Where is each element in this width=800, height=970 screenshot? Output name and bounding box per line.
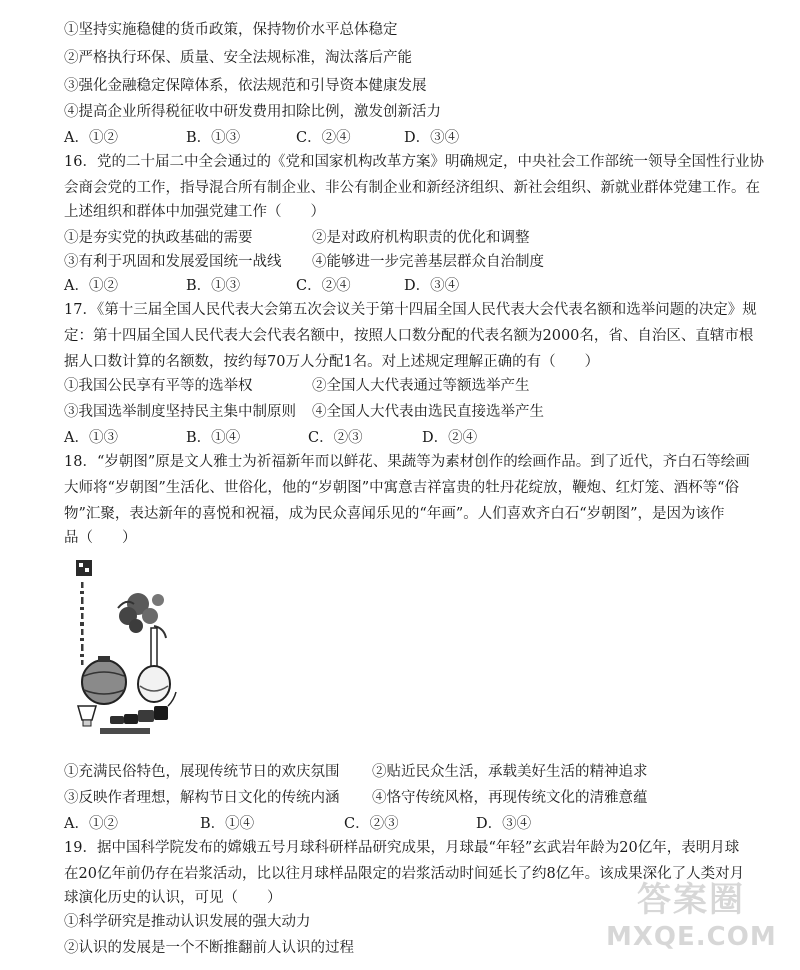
q18-statement-4: ④恪守传统风格，再现传统文化的清雅意蕴 — [372, 790, 648, 806]
q15-statement-1: ①坚持实施稳健的货币政策，保持物价水平总体稳定 — [64, 22, 398, 38]
q18-options — [64, 814, 724, 834]
q17-stem-line-2: 定：第十四届全国人民代表大会代表名额中，按照人口数分配的代表名额为2000名，省、自治区、直辖市根 — [64, 328, 754, 344]
q16-statements-row-1 — [64, 228, 764, 248]
q18-stem-line-2: 大师将“岁朝图”生活化、世俗化，他的“岁朝图”中寓意吉祥富贵的牡丹花绽放，鞭炮、红灯笼、酒杯等“俗 — [64, 480, 740, 496]
q18-option-b: B．①④ — [200, 816, 255, 832]
watermark-url-text: MXQE.COM — [606, 922, 777, 952]
q16-option-b: B．①③ — [186, 278, 241, 294]
suichao-painting-image — [70, 556, 180, 748]
q15-options — [64, 128, 724, 148]
q16-option-d: D．③④ — [404, 278, 460, 294]
q16-option-a: A．①② — [64, 278, 118, 294]
q16-stem-line-2: 会商会党的工作，指导混合所有制企业、非公有制企业和新经济组织、新社会组织、新就业群体党建工作。在 — [64, 180, 760, 196]
q15-statement-4: ④提高企业所得税征收中研发费用扣除比例，激发创新活力 — [64, 104, 441, 120]
q18-statements-row-2 — [64, 788, 764, 808]
q17-option-c: C．②③ — [308, 430, 363, 446]
q18-statement-1: ①充满民俗特色，展现传统节日的欢庆氛围 — [64, 764, 340, 780]
q17-options — [64, 428, 724, 448]
q18-stem-line-4: 品（ ） — [64, 530, 137, 546]
q16-stem-line-1: 16．党的二十届二中全会通过的《党和国家机构改革方案》明确规定，中央社会工作部统一领导全国性行业协 — [64, 154, 764, 170]
q16-statement-2: ②是对政府机构职责的优化和调整 — [312, 230, 530, 246]
q18-option-a: A．①② — [64, 816, 118, 832]
q16-option-c: C．②④ — [296, 278, 351, 294]
q17-option-a: A．①③ — [64, 430, 118, 446]
peony-flowers — [118, 593, 166, 638]
seal-mark — [76, 560, 92, 576]
site-watermark — [606, 872, 776, 962]
q16-statement-1: ①是夯实党的执政基础的需要 — [64, 230, 253, 246]
wine-cup — [78, 706, 96, 726]
q19-statement-2: ②认识的发展是一个不断推翻前人认识的过程 — [64, 940, 354, 956]
q15-option-c: C．②④ — [296, 130, 351, 146]
bottle-vase — [138, 628, 170, 702]
q18-statements-row-1 — [64, 762, 764, 782]
q15-statement-2: ②严格执行环保、质量、安全法规标准，淘汰落后产能 — [64, 50, 412, 66]
q18-statement-2: ②贴近民众生活，承载美好生活的精神追求 — [372, 764, 648, 780]
q19-stem-line-3: 球演化历史的认识，可见（ ） — [64, 890, 282, 906]
q15-option-a: A．①② — [64, 130, 118, 146]
q17-statement-4: ④全国人大代表由选民直接选举产生 — [312, 404, 544, 420]
q18-option-c: C．②③ — [344, 816, 399, 832]
q18-statement-3: ③反映作者理想，解构节日文化的传统内涵 — [64, 790, 340, 806]
q16-stem-line-3: 上述组织和群体中加强党建工作（ ） — [64, 204, 325, 220]
calligraphy-column — [80, 582, 84, 665]
q15-statement-3: ③强化金融稳定保障体系，依法规范和引导资本健康发展 — [64, 78, 427, 94]
q15-option-b: B．①③ — [186, 130, 241, 146]
q17-option-d: D．②④ — [422, 430, 478, 446]
round-lantern — [82, 656, 126, 704]
watermark-logo-text: 答案圈 — [637, 880, 745, 920]
q17-statement-3: ③我国选举制度坚持民主集中制原则 — [64, 404, 296, 420]
q16-options — [64, 276, 724, 296]
q17-stem-line-3: 据人口数计算的名额数，按约每70万人分配1名。对上述规定理解正确的有（ ） — [64, 354, 600, 370]
q18-stem-line-1: 18．“岁朝图”原是文人雅士为祈福新年而以鲜花、果蔬等为素材创作的绘画作品。到了近代，齐白石等绘画 — [64, 454, 750, 470]
q17-option-b: B．①④ — [186, 430, 241, 446]
q18-stem-line-3: 物”汇聚，表达新年的喜悦和祝福，成为民众喜闻乐见的“年画”。人们喜欢齐白石“岁朝图”，是因为该作 — [64, 506, 725, 522]
q19-statement-1: ①科学研究是推动认识发展的强大动力 — [64, 914, 311, 930]
q19-stem-line-1: 19．据中国科学院发布的嫦娥五号月球科研样品研究成果，月球最“年轻”玄武岩年龄为20亿年，表明月球 — [64, 840, 740, 856]
q16-statement-4: ④能够进一步完善基层群众自治制度 — [312, 254, 544, 270]
q16-statements-row-2 — [64, 252, 764, 272]
q17-stem-line-1: 17．《第十三届全国人民代表大会第五次会议关于第十四届全国人民代表大会代表名额和选举问题的决定》规 — [64, 302, 757, 318]
q15-option-d: D．③④ — [404, 130, 460, 146]
q18-option-d: D．③④ — [476, 816, 532, 832]
q16-statement-3: ③有利于巩固和发展爱国统一战线 — [64, 254, 282, 270]
q17-statements-row-1 — [64, 376, 764, 396]
q17-statement-2: ②全国人大代表通过等额选举产生 — [312, 378, 530, 394]
q19-stem-line-2: 在20亿年前仍存在岩浆活动，比以往月球样品限定的岩浆活动时间延长了约8亿年。该成果深化了人类对月 — [64, 866, 745, 882]
q17-statements-row-2 — [64, 402, 764, 422]
q17-statement-1: ①我国公民享有平等的选举权 — [64, 378, 253, 394]
